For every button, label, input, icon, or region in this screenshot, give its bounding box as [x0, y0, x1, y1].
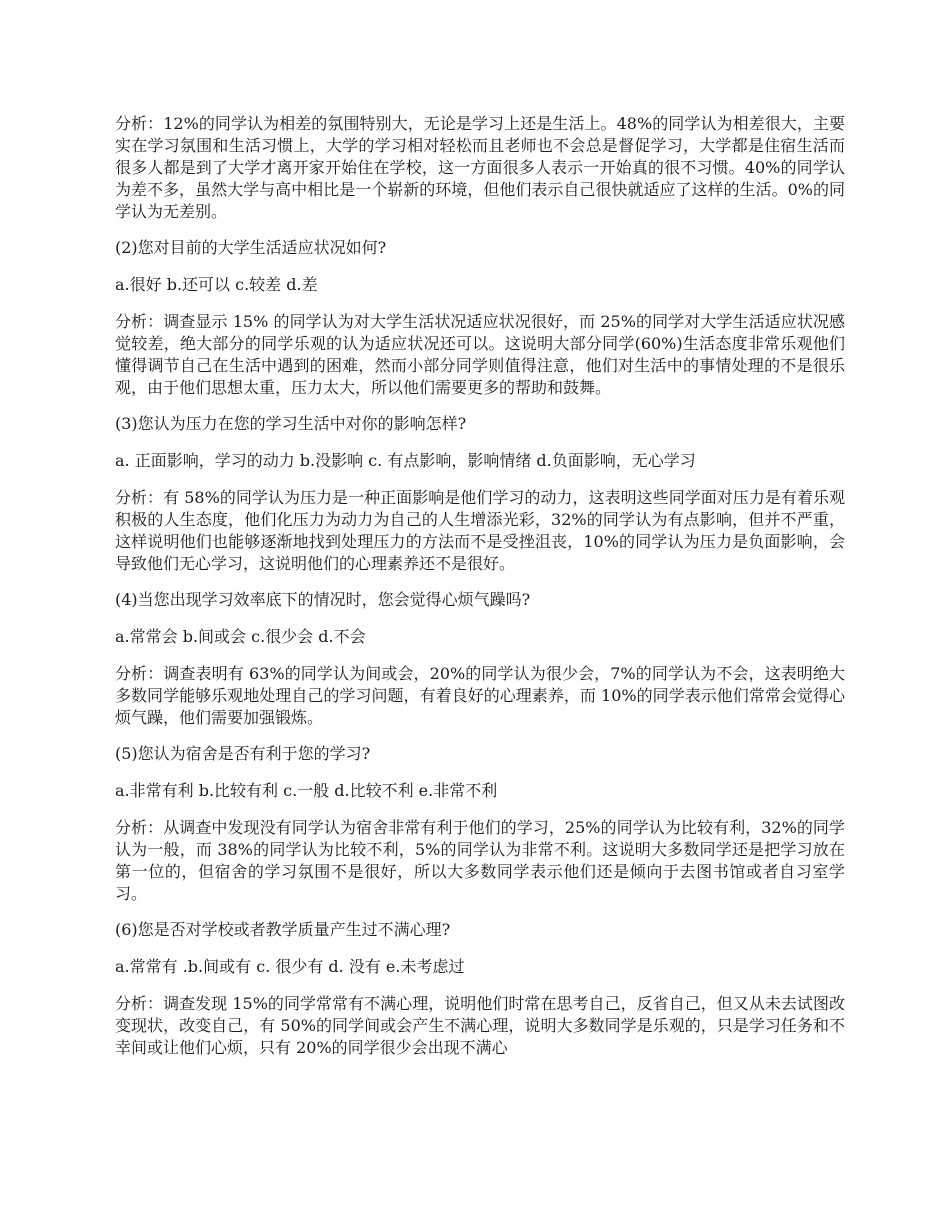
question-5: (5)您认为宿舍是否有利于您的学习? [115, 744, 371, 763]
analysis-paragraph: 分析：从调查中发现没有同学认为宿舍非常有利于他们的学习，25%的同学认为比较有利，32%的同学认为一般，而 38%的同学认为比较不利，5%的同学认为非常不利。这说明大多数同学还是把学习放在第一位的，但宿舍的学习氛围不是很好，所以大多数同学表示他们还是倾向于去图书馆或者自习室学习。 [115, 818, 845, 903]
analysis-paragraph: 分析：有 58%的同学认为压力是一种正面影响是他们学习的动力，这表明这些同学面对压力是有着乐观积极的人生态度，他们化压力为动力为自己的人生增添光彩，32%的同学认为有点影响，但并不严重，这样说明他们也能够逐渐地找到处理压力的方法而不是受挫沮丧，10%的同学认为压力是负面影响，会导致他们无心学习，这说明他们的心理素养还不是很好。 [115, 488, 845, 573]
question-6: (6)您是否对学校或者教学质量产生过不满心理? [115, 920, 451, 939]
analysis-paragraph: 分析：12%的同学认为相差的氛围特别大，无论是学习上还是生活上。48%的同学认为相差很大，主要实在学习氛围和生活习惯上，大学的学习相对轻松而且老师也不会总是督促学习，大学都是住宿生活而很多人都是到了大学才离开家开始住在学校，这一方面很多人表示一开始真的很不习惯。40%的同学认为差不多，虽然大学与高中相比是一个崭新的环境，但他们表示自己很快就适应了这样的生活。0%的同学认为无差别。 [115, 114, 845, 221]
document-body [115, 113, 845, 1073]
analysis-paragraph: 分析：调查显示 15% 的同学认为对大学生活状况适应状况很好，而 25%的同学对大学生活适应状况感觉较差，绝大部分的同学乐观的认为适应状况还可以。这说明大部分同学(60%)生活态度非常乐观他们懂得调节自己在生活中遇到的困难，然而小部分同学则值得注意，他们对生活中的事情处理的不是很乐观，由于他们思想太重，压力太大，所以他们需要更多的帮助和鼓舞。 [115, 312, 845, 397]
options-4: a.常常会 b.间或会 c.很少会 d.不会 [115, 627, 366, 646]
options-3: a. 正面影响，学习的动力 b.没影响 c. 有点影响，影响情绪 d.负面影响，无心学习 [115, 451, 696, 470]
question-3: (3)您认为压力在您的学习生活中对你的影响怎样? [115, 414, 467, 433]
options-2: a.很好 b.还可以 c.较差 d.差 [115, 275, 318, 294]
options-5: a.非常有利 b.比较有利 c.一般 d.比较不利 e.非常不利 [115, 781, 498, 800]
options-6: a.常常有 .b.间或有 c. 很少有 d. 没有 e.未考虑过 [115, 957, 465, 976]
question-4: (4)当您出现学习效率底下的情况时，您会觉得心烦气躁吗? [115, 590, 531, 609]
analysis-paragraph: 分析：调查表明有 63%的同学认为间或会，20%的同学认为很少会，7%的同学认为不会，这表明绝大多数同学能够乐观地处理自己的学习问题，有着良好的心理素养，而 10%的同学表示他们常常会觉得心烦气躁，他们需要加强锻炼。 [115, 664, 845, 727]
analysis-paragraph: 分析：调查发现 15%的同学常常有不满心理，说明他们时常在思考自己，反省自己，但又从未去试图改变现状，改变自己，有 50%的同学间或会产生不满心理，说明大多数同学是乐观的，只是学习任务和不幸间或让他们心烦，只有 20%的同学很少会出现不满心 [115, 994, 845, 1057]
question-2: (2)您对目前的大学生活适应状况如何? [115, 238, 387, 257]
